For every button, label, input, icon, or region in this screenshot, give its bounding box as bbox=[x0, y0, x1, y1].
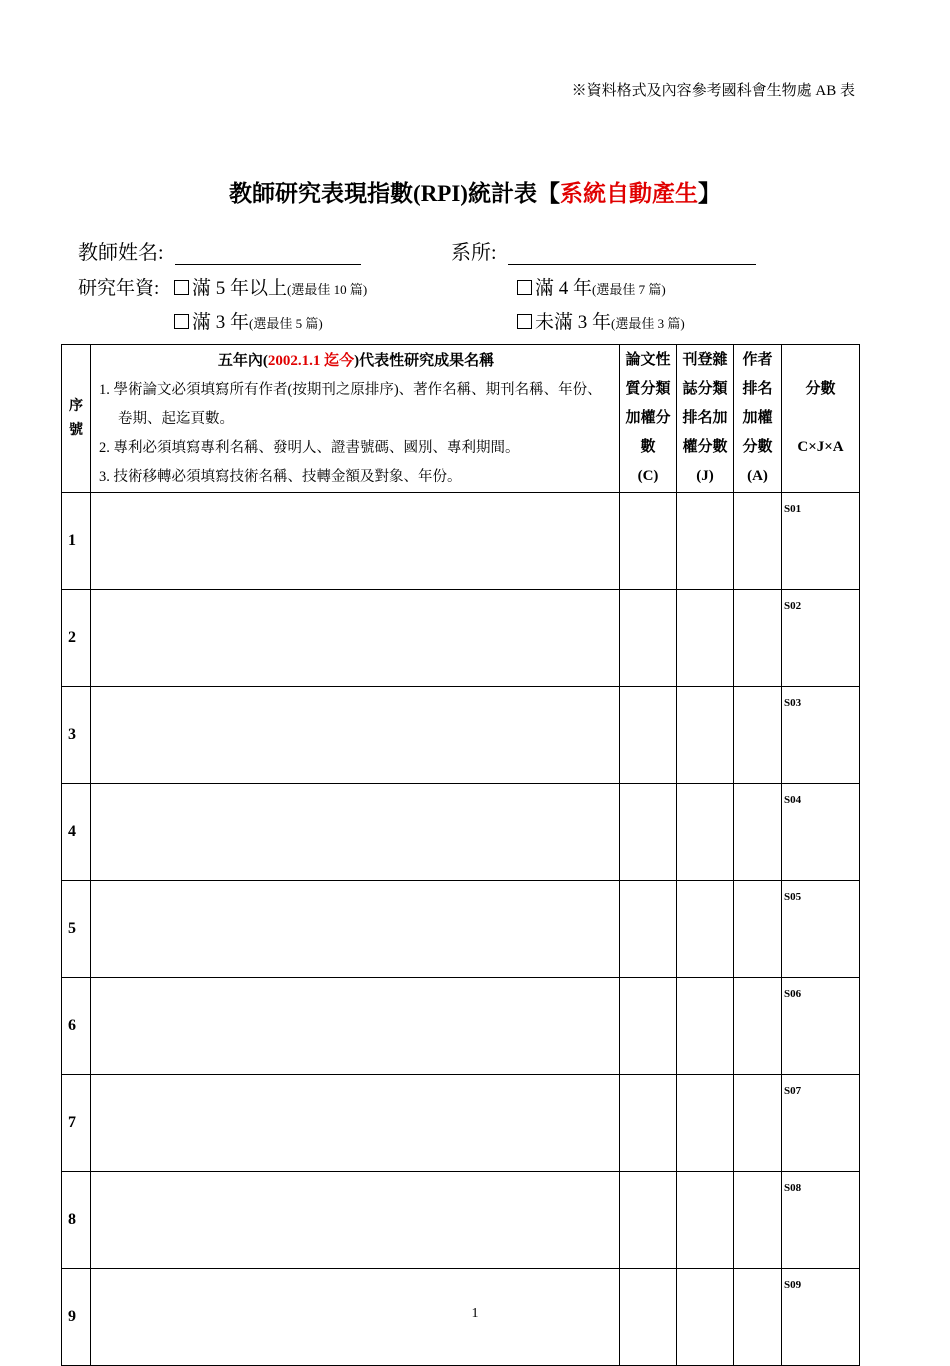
a-score-cell[interactable] bbox=[734, 881, 782, 978]
seq-header: 序 號 bbox=[62, 345, 91, 493]
score-cell: S05 bbox=[782, 881, 860, 978]
j-score-cell[interactable] bbox=[677, 493, 734, 590]
a-score-cell[interactable] bbox=[734, 784, 782, 881]
research-result-cell[interactable] bbox=[91, 881, 620, 978]
score-cell: S08 bbox=[782, 1172, 860, 1269]
checkbox-icon[interactable] bbox=[174, 280, 189, 295]
option-3-years[interactable]: 滿 3 年(選最佳 5 篇) bbox=[174, 307, 323, 334]
checkbox-icon[interactable] bbox=[174, 314, 189, 329]
research-result-cell[interactable] bbox=[91, 1075, 620, 1172]
title-main: 教師研究表現指數(RPI)統計表【 bbox=[229, 181, 560, 206]
header-a: 作者 排名 加權 分數 (A) bbox=[734, 345, 782, 493]
option-5-years[interactable]: 滿 5 年以上(選最佳 10 篇) bbox=[174, 273, 367, 300]
option-under-3-years[interactable]: 未滿 3 年(選最佳 3 篇) bbox=[517, 307, 685, 334]
research-result-cell[interactable] bbox=[91, 784, 620, 881]
score-cell: S04 bbox=[782, 784, 860, 881]
table-row bbox=[62, 1075, 860, 1172]
name-input-line[interactable] bbox=[175, 244, 361, 265]
header-score: 分數 C×J×A bbox=[782, 345, 860, 493]
table-row bbox=[62, 784, 860, 881]
c-score-cell[interactable] bbox=[620, 978, 677, 1075]
instruction-item: 1. 學術論文必須填寫所有作者(按期刊之原排序)、著作名稱、期刊名稱、年份、卷期、起迄頁數。 bbox=[99, 382, 602, 427]
c-score-cell[interactable] bbox=[620, 784, 677, 881]
a-score-cell[interactable] bbox=[734, 1075, 782, 1172]
row-number: 7 bbox=[62, 1075, 91, 1172]
score-cell: S02 bbox=[782, 590, 860, 687]
title-end: 】 bbox=[697, 181, 721, 206]
table-row bbox=[62, 493, 860, 590]
score-cell: S07 bbox=[782, 1075, 860, 1172]
j-score-cell[interactable] bbox=[677, 1172, 734, 1269]
row-number: 6 bbox=[62, 978, 91, 1075]
row-number: 2 bbox=[62, 590, 91, 687]
research-result-cell[interactable] bbox=[91, 978, 620, 1075]
description-title: 五年內(2002.1.1 迄今)代表性研究成果名稱 bbox=[217, 353, 495, 369]
a-score-cell[interactable] bbox=[734, 590, 782, 687]
table-row bbox=[62, 881, 860, 978]
a-score-cell[interactable] bbox=[734, 978, 782, 1075]
instruction-item: 2. 專利必須填寫專利名稱、發明人、證書號碼、國別、專利期間。 bbox=[99, 440, 520, 456]
c-score-cell[interactable] bbox=[620, 1172, 677, 1269]
dept-field bbox=[451, 236, 756, 265]
row-number: 8 bbox=[62, 1172, 91, 1269]
header-j: 刊登雜 誌分類 排名加 權分數 (J) bbox=[677, 345, 734, 493]
page-number: 1 bbox=[471, 1306, 479, 1321]
row-number: 3 bbox=[62, 687, 91, 784]
score-cell: S09 bbox=[782, 1269, 860, 1366]
row-number: 1 bbox=[62, 493, 91, 590]
c-score-cell[interactable] bbox=[620, 881, 677, 978]
years-label: 研究年資: bbox=[78, 278, 160, 299]
table-row bbox=[62, 590, 860, 687]
dept-label: 系所: bbox=[451, 242, 497, 264]
description-header bbox=[91, 345, 620, 493]
checkbox-icon[interactable] bbox=[517, 280, 532, 295]
option-4-years[interactable]: 滿 4 年(選最佳 7 篇) bbox=[517, 273, 666, 300]
a-score-cell[interactable] bbox=[734, 493, 782, 590]
j-score-cell[interactable] bbox=[677, 1075, 734, 1172]
a-score-cell[interactable] bbox=[734, 687, 782, 784]
a-score-cell[interactable] bbox=[734, 1172, 782, 1269]
score-cell: S03 bbox=[782, 687, 860, 784]
c-score-cell[interactable] bbox=[620, 493, 677, 590]
table-row bbox=[62, 687, 860, 784]
table-row bbox=[62, 1172, 860, 1269]
instruction-item: 3. 技術移轉必須填寫技術名稱、技轉金額及對象、年份。 bbox=[99, 469, 462, 485]
name-field bbox=[78, 236, 361, 265]
score-cell: S01 bbox=[782, 493, 860, 590]
c-score-cell[interactable] bbox=[620, 687, 677, 784]
j-score-cell[interactable] bbox=[677, 881, 734, 978]
reference-note: ※資料格式及內容參考國科會生物處 AB 表 bbox=[571, 83, 855, 99]
score-cell: S06 bbox=[782, 978, 860, 1075]
research-result-cell[interactable] bbox=[91, 687, 620, 784]
j-score-cell[interactable] bbox=[677, 978, 734, 1075]
j-score-cell[interactable] bbox=[677, 687, 734, 784]
research-result-cell[interactable] bbox=[91, 1172, 620, 1269]
name-label: 教師姓名: bbox=[78, 242, 164, 264]
research-result-cell[interactable] bbox=[91, 590, 620, 687]
research-result-cell[interactable] bbox=[91, 493, 620, 590]
c-score-cell[interactable] bbox=[620, 590, 677, 687]
rpi-table bbox=[61, 344, 860, 1366]
title-highlight: 系統自動產生 bbox=[559, 181, 698, 206]
j-score-cell[interactable] bbox=[677, 784, 734, 881]
checkbox-icon[interactable] bbox=[517, 314, 532, 329]
page-title bbox=[0, 175, 950, 208]
table-row bbox=[62, 978, 860, 1075]
c-score-cell[interactable] bbox=[620, 1075, 677, 1172]
row-number: 5 bbox=[62, 881, 91, 978]
header-c: 論文性 質分類 加權分 數 (C) bbox=[620, 345, 677, 493]
row-number: 9 bbox=[62, 1269, 91, 1366]
j-score-cell[interactable] bbox=[677, 590, 734, 687]
dept-input-line[interactable] bbox=[508, 244, 756, 265]
table-header-row bbox=[62, 345, 860, 493]
row-number: 4 bbox=[62, 784, 91, 881]
